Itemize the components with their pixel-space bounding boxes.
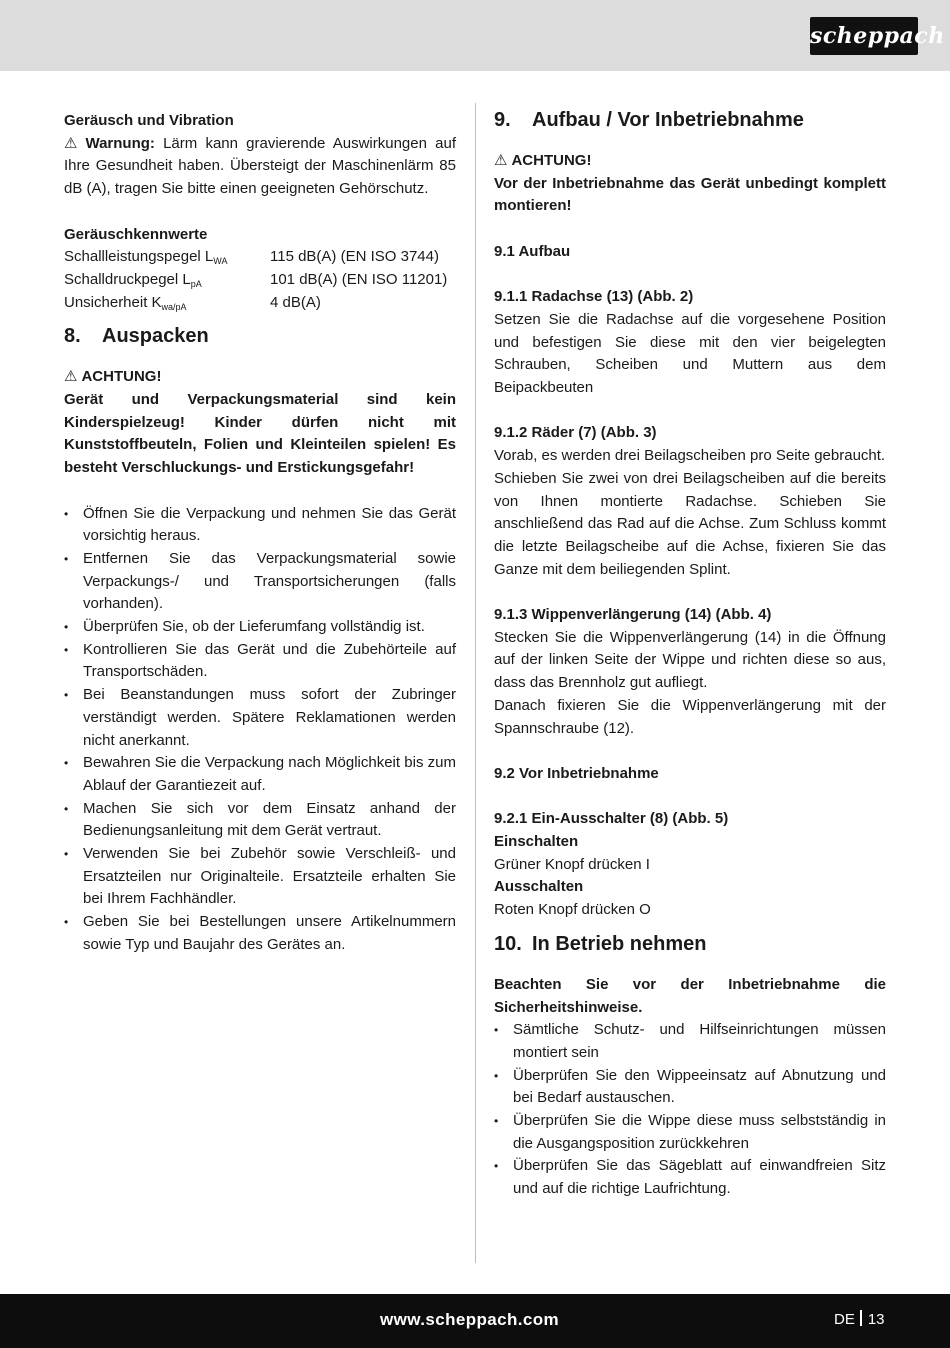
list-item: • Sämtliche Schutz- und Hilfseinrichtungen müssen montiert sein bbox=[494, 1019, 886, 1064]
list-item: • Überprüfen Sie die Wippe diese muss selbstständig in die Ausgangsposition zurückkehren bbox=[494, 1110, 886, 1155]
switch-on-label: Einschalten bbox=[494, 833, 579, 850]
list-item: • Geben Sie bei Bestellungen unsere Artikelnummern sowie Typ und Baujahr des Gerätes an. bbox=[64, 911, 456, 956]
noise-value-row: Unsicherheit $K_{wa/pA}$ 4 dB(A) bbox=[64, 293, 321, 312]
operation-list bbox=[494, 1019, 886, 1201]
header-bar bbox=[0, 0, 950, 71]
section-9-heading: 9. Aufbau / Vor Inbetriebnahme bbox=[494, 109, 804, 131]
subsection-heading: 9.2 Vor Inbetriebnahme bbox=[494, 764, 659, 782]
switch-on-text: Grüner Knopf drücken I bbox=[494, 855, 650, 873]
warning-icon: ⚠ bbox=[64, 134, 82, 152]
paragraph: Schieben Sie zwei von drei Beilagscheiben auf die bereits von Ihnen montierte Radachse. Schieben Sie anschließend das Rad auf die Achse. Zum Schluss kommt die letzte Beilagscheibe auf die Achse, fixieren Sie das Ganze mit dem beiliegenden Splint. bbox=[494, 469, 886, 578]
warning-text: Lärm kann gravierende Auswirkungen auf Ihre Gesundheit haben. Übersteigt der Maschinenlärm 85 dB (A), tragen Sie bitte einen geeigneten Gehörschutz. bbox=[64, 134, 456, 198]
list-item: • Überprüfen Sie das Sägeblatt auf einwandfreien Sitz und auf die richtige Laufrichtung. bbox=[494, 1155, 886, 1200]
section-8-heading: 8. Auspacken bbox=[64, 325, 209, 348]
page-number: DE 13 bbox=[834, 1311, 885, 1328]
paragraph: Stecken Sie die Wippenverlängerung (14) in die Öffnung auf der linken Seite der Wippe und richten diese so aus, dass das Brennholz gut aufliegt. bbox=[494, 628, 886, 692]
switch-off-label: Ausschalten bbox=[494, 878, 584, 896]
warning-label: Warnung: bbox=[85, 134, 155, 152]
attention-text: Gerät und Verpackungsmaterial sind kein Kinderspielzeug! Kinder dürfen nicht mit Kunststoffbeuteln, Folien und Kleinteilen spielen! Es besteht Verschluckungs- und Erstickungsgefahr! bbox=[64, 391, 456, 477]
list-item: • Machen Sie sich vor dem Einsatz anhand der Bedienungsanleitung mit dem Gerät vertraut. bbox=[64, 798, 456, 843]
subsection-heading: 9.1.2 Räder (7) (Abb. 3) bbox=[494, 424, 657, 442]
attention-heading: ⚠ ACHTUNG! bbox=[494, 152, 592, 169]
attention-heading: ⚠ ACHTUNG! bbox=[64, 368, 162, 386]
noise-title: Geräusch und Vibration bbox=[64, 112, 234, 129]
noise-value-row: Schallleistungspegel $L_{WA}$ 115 dB(A) (EN ISO 3744) bbox=[64, 248, 439, 267]
subsection-heading: 9.1 Aufbau bbox=[494, 242, 571, 260]
noise-value-row: Schalldruckpegel $L_{pA}$ 101 dB(A) (EN ISO 11201) bbox=[64, 270, 448, 289]
subsection-heading: 9.1.3 Wippenverlängerung (14) (Abb. 4) bbox=[494, 606, 772, 623]
list-item: • Überprüfen Sie, ob der Lieferumfang vollständig ist. bbox=[64, 616, 456, 639]
list-item: • Entfernen Sie das Verpackungsmaterial sowie Verpackungs-/ und Transportsicherungen (falls vorhanden). bbox=[64, 548, 456, 616]
paragraph: Vorab, es werden drei Beilagscheiben pro Seite gebraucht. bbox=[494, 447, 886, 465]
left-column bbox=[64, 110, 456, 957]
list-item: • Öffnen Sie die Verpackung und nehmen Sie das Gerät vorsichtig heraus. bbox=[64, 503, 456, 548]
paragraph: Setzen Sie die Radachse auf die vorgesehene Position und befestigen Sie diese mit den vier beigelegten Schrauben, Scheiben und Muttern aus dem Beipackbeuten bbox=[494, 310, 886, 396]
unpacking-list bbox=[64, 503, 456, 957]
footer-bar bbox=[0, 1294, 950, 1348]
warning-icon: ⚠ bbox=[64, 368, 78, 386]
brand-logo: scheppach bbox=[810, 17, 918, 55]
section-10-heading: 10. In Betrieb nehmen bbox=[494, 932, 707, 955]
noise-warning bbox=[64, 133, 456, 201]
switch-off-text: Roten Knopf drücken O bbox=[494, 901, 651, 919]
list-item: • Bewahren Sie die Verpackung nach Möglichkeit bis zum Ablauf der Garantiezeit auf. bbox=[64, 752, 456, 797]
right-column bbox=[494, 110, 886, 1201]
footer-url[interactable]: www.scheppach.com bbox=[380, 1310, 560, 1329]
list-item: • Kontrollieren Sie das Gerät und die Zubehörteile auf Transportschäden. bbox=[64, 639, 456, 684]
column-divider bbox=[475, 103, 476, 1263]
attention-text: Vor der Inbetriebnahme das Gerät unbedingt komplett montieren! bbox=[494, 174, 886, 215]
noise-values-title: Geräuschkennwerte bbox=[64, 225, 208, 243]
list-item: • Verwenden Sie bei Zubehör sowie Verschleiß- und Ersatzteilen nur Originalteile. Ersatzteile erhalten Sie bei Ihrem Fachhändler. bbox=[64, 843, 456, 911]
subsection-heading: 9.1.1 Radachse (13) (Abb. 2) bbox=[494, 288, 694, 306]
paragraph: Danach fixieren Sie die Wippenverlängerung mit der Spannschraube (12). bbox=[494, 696, 886, 737]
list-item: • Überprüfen Sie den Wippeeinsatz auf Abnutzung und bei Bedarf austauschen. bbox=[494, 1065, 886, 1110]
list-item: • Bei Beanstandungen muss sofort der Zubringer verständigt werden. Spätere Reklamationen werden nicht anerkannt. bbox=[64, 684, 456, 752]
subsection-heading: 9.2.1 Ein-Ausschalter (8) (Abb. 5) bbox=[494, 810, 729, 828]
warning-icon: ⚠ bbox=[494, 152, 508, 169]
safety-intro: Beachten Sie vor der Inbetriebnahme die Sicherheitshinweise. bbox=[494, 975, 886, 1016]
